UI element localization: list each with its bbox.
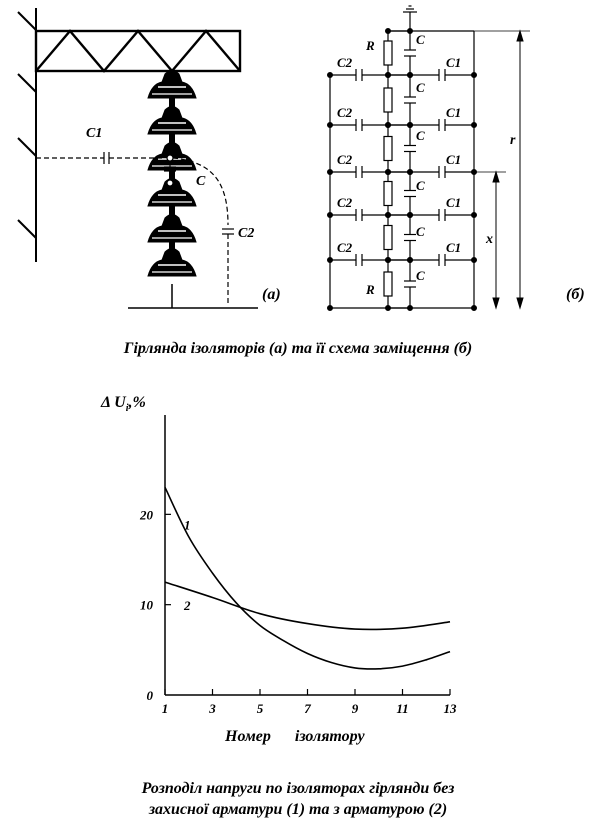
capacitor-label-c2: C2 — [337, 195, 353, 210]
chart-x-label: Номер ізолятору — [225, 728, 365, 745]
chart-y-label — [101, 394, 146, 414]
capacitor-label-c1: C1 — [446, 55, 462, 70]
capacitor-label-c: C — [416, 80, 425, 95]
caption-bottom-line1: Розподіл напруги по ізоляторах гірлянди без — [141, 780, 455, 797]
x-tick-label: 7 — [304, 701, 311, 716]
capacitor-label-c: C — [416, 268, 425, 283]
capacitor-label-c: C — [416, 128, 425, 143]
y-tick-label: 20 — [140, 507, 153, 523]
chart-y-label-main: Δ U — [101, 394, 126, 411]
capacitor-label-c: C — [416, 224, 425, 239]
capacitor-label-c: C — [416, 32, 425, 47]
capacitor-label-c2: C2 — [337, 240, 353, 255]
series-line-1 — [165, 487, 450, 669]
figure-b-tag: (б) — [566, 286, 585, 303]
capacitor-label-c2: C2 — [337, 152, 353, 167]
x-tick-label: 5 — [256, 701, 264, 716]
label-x-dimension: x — [486, 232, 493, 247]
y-tick-label: 0 — [146, 688, 153, 703]
chart-y-label-sub: i — [125, 403, 129, 415]
capacitor-label-c1: C1 — [446, 152, 462, 167]
label-c: C — [196, 174, 206, 189]
capacitor-label-c: C — [416, 178, 425, 193]
caption-top: Гірлянда ізоляторів (а) та її схема заміщення (б) — [123, 340, 473, 357]
figure-a-tag: (а) — [262, 286, 281, 303]
x-tick-label: 1 — [161, 701, 169, 716]
label-r-dimension: r — [510, 133, 516, 148]
resistor-label: R — [366, 282, 375, 297]
label-c2: C2 — [238, 226, 255, 241]
resistor-label: R — [366, 38, 375, 53]
caption-bottom-line2: захисної арматури (1) та з арматурою (2) — [148, 801, 448, 818]
chart-y-label-unit: ,% — [128, 394, 146, 411]
capacitor-label-c1: C1 — [446, 195, 462, 210]
capacitor-label-c1: C1 — [446, 240, 462, 255]
series-label-2: 2 — [184, 598, 191, 614]
label-c1: C1 — [86, 126, 103, 141]
capacitor-label-c2: C2 — [337, 105, 353, 120]
y-tick-label: 10 — [140, 597, 153, 613]
x-tick-label: 13 — [443, 701, 457, 716]
series-label-1: 1 — [184, 517, 191, 533]
x-tick-label: 9 — [351, 701, 359, 716]
series-line-2 — [165, 582, 450, 629]
capacitor-label-c1: C1 — [446, 105, 462, 120]
capacitor-label-c2: C2 — [337, 55, 353, 70]
x-tick-label: 11 — [396, 701, 409, 716]
x-tick-label: 3 — [209, 701, 216, 716]
